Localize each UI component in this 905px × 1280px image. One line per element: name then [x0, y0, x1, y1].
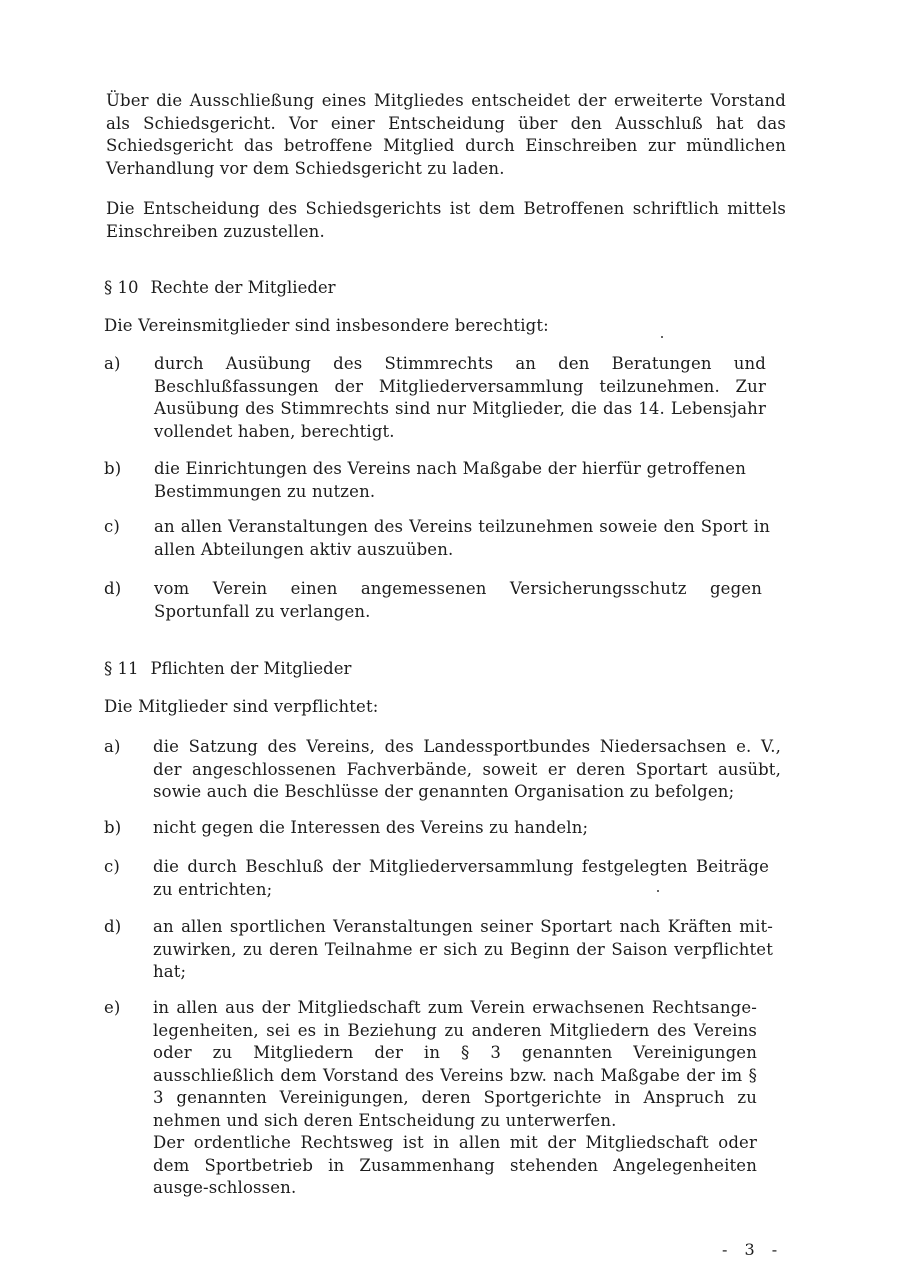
- page-number: - 3 -: [722, 1240, 784, 1259]
- scan-speck: [657, 890, 659, 892]
- item-label: d): [104, 579, 122, 598]
- section-11-title: Pflichten der Mitglieder: [150, 659, 352, 678]
- item-text-continued: Der ordentliche Rechtsweg ist in allen mit der Mitgliedschaft oder dem Sportbetrieb in Zusammenhang stehenden Angelegenheiten ausge-schlossen.: [153, 1133, 757, 1197]
- paragraph-exclusion-decision: Über die Ausschließung eines Mitgliedes entscheidet der erweiterte Vorstand als Schiedsgericht. Vor einer Entscheidung über den Ausschluß hat das Schiedsgericht das betroffene Mitglied durch Einschreiben zur mündlichen Verhandlung vor dem Schiedsgericht zu laden.: [106, 91, 786, 178]
- item-text: durch Ausübung des Stimmrechts an den Beratungen und Beschlußfassungen der Mitgliederversammlung teilzunehmen. Zur Ausübung des Stimmrechts sind nur Mitglieder, die das 14. Lebensjahr vollendet haben, berechtigt.: [154, 354, 766, 441]
- section-10-number: § 10: [104, 278, 139, 297]
- item-label: c): [104, 517, 120, 536]
- section-11-number: § 11: [104, 659, 139, 678]
- item-label: e): [104, 998, 121, 1017]
- section-10-intro: Die Vereinsmitglieder sind insbesondere berechtigt:: [104, 316, 549, 335]
- item-label: d): [104, 917, 122, 936]
- item-text: die Einrichtungen des Vereins nach Maßgabe der hierfür getroffenen Bestimmungen zu nutzen.: [154, 459, 746, 501]
- item-text: an allen sportlichen Veranstaltungen seiner Sportart nach Kräften mit-zuwirken, zu deren Teilnahme er sich zu Beginn der Saison verpflichtet hat;: [153, 917, 773, 981]
- item-text: die Satzung des Vereins, des Landessportbundes Niedersachsen e. V., der angeschlossenen Fachverbände, soweit er deren Sportart ausübt, sowie auch die Beschlüsse der genannten Organisation zu befolgen;: [153, 737, 781, 801]
- section-10-title: Rechte der Mitglieder: [150, 278, 336, 297]
- item-label: c): [104, 857, 120, 876]
- section-11-heading: [104, 658, 351, 680]
- item-text: vom Verein einen angemessenen Versicherungsschutz gegen Sportunfall zu verlangen.: [154, 579, 762, 621]
- item-text: an allen Veranstaltungen des Vereins teilzunehmen soweie den Sport in allen Abteilungen aktiv auszuüben.: [154, 517, 770, 559]
- item-label: b): [104, 459, 122, 478]
- section-10-heading: [104, 277, 336, 299]
- section-11-intro: Die Mitglieder sind verpflichtet:: [104, 697, 379, 716]
- paragraph-decision-delivery: Die Entscheidung des Schiedsgerichts ist dem Betroffenen schriftlich mittels Einschreiben zuzustellen.: [106, 199, 786, 241]
- item-text: nicht gegen die Interessen des Vereins zu handeln;: [153, 818, 589, 837]
- scan-speck: [661, 336, 663, 338]
- item-text: die durch Beschluß der Mitgliederversammlung festgelegten Beiträge zu entrichten;: [153, 857, 769, 899]
- item-label: a): [104, 737, 121, 756]
- item-label: b): [104, 818, 122, 837]
- item-text: in allen aus der Mitgliedschaft zum Verein erwachsenen Rechtsange-legenheiten, sei es in Beziehung zu anderen Mitgliedern des Vereins oder zu Mitgliedern der in § 3 genannten Vereinigungen ausschließlich dem Vorstand des Vereins bzw. nach Maßgabe der im § 3 genannten Vereinigungen, deren Sportgerichte in Anspruch zu nehmen und sich deren Entscheidung zu unterwerfen.: [153, 998, 757, 1130]
- item-label: a): [104, 354, 121, 373]
- item-body: [153, 997, 757, 1200]
